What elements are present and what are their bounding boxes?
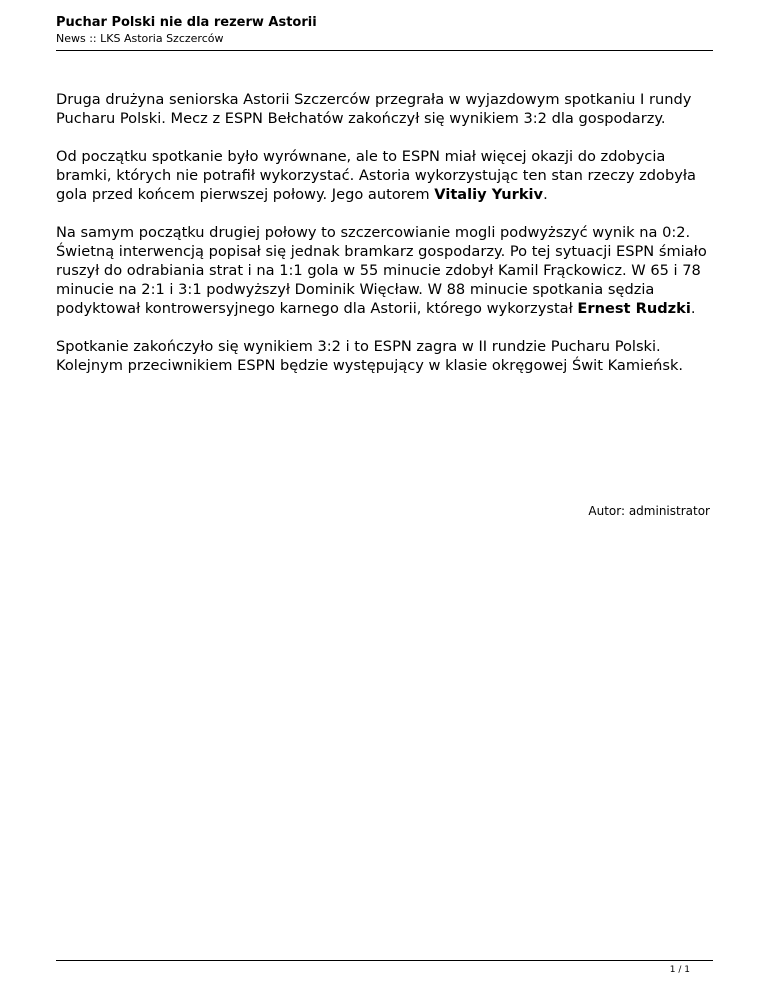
article-paragraph-4: Spotkanie zakończyło się wynikiem 3:2 i to ESPN zagra w II rundzie Pucharu Polski. Kolejnym przeciwnikiem ESPN będzie występujący w klasie okręgowej Świt Kamieńsk. (56, 338, 684, 374)
footer-divider (56, 960, 713, 961)
paragraph-end: . (543, 186, 548, 203)
article-paragraph-1: Druga drużyna seniorska Astorii Szczerców przegrała w wyjazdowym spotkaniu I rundy Pucharu Polski. Mecz z ESPN Bełchatów zakończył się wynikiem 3:2 dla gospodarzy. (56, 91, 692, 127)
scorer-name: Ernest Rudzki (577, 300, 691, 317)
article-paragraph-2 (56, 147, 716, 204)
article-category: News :: LKS Astoria Szczerców (56, 32, 224, 45)
paragraph-text: Od początku spotkanie było wyrównane, ale to ESPN miał więcej okazji do zdobycia bramki, których nie potrafił wykorzystać. Astoria wykorzystując ten stan rzeczy zdobyła gola przed końcem pierwszej połowy. Jego autorem (56, 148, 696, 203)
scorer-name: Vitaliy Yurkiv (434, 186, 544, 203)
article-body (56, 90, 716, 394)
paragraph-end: . (690, 300, 696, 317)
document-header (56, 14, 713, 46)
article-title: Puchar Polski nie dla rezerw Astorii (56, 15, 317, 30)
header-divider (56, 50, 713, 51)
article-paragraph-3 (56, 223, 716, 318)
page-number: 1 / 1 (669, 965, 690, 975)
paragraph-text: Na samym początku drugiej połowy to szczercowianie mogli podwyższyć wynik na 0:2. Świetną interwencją popisał się jednak bramkarz gospodarzy. Po tej sytuacji ESPN śmiało ruszył do odrabiania strat i na 1:1 gola w 55 minucie zdobył Kamil Frąckowicz. W 65 i 78 minucie na 2:1 i 3:1 podwyższył Dominik Więcław. W 88 minucie spotkania sędzia podyktował kontrowersyjnego karnego dla Astorii, którego wykorzystał (56, 224, 707, 317)
article-author: Autor: administrator (588, 504, 710, 518)
